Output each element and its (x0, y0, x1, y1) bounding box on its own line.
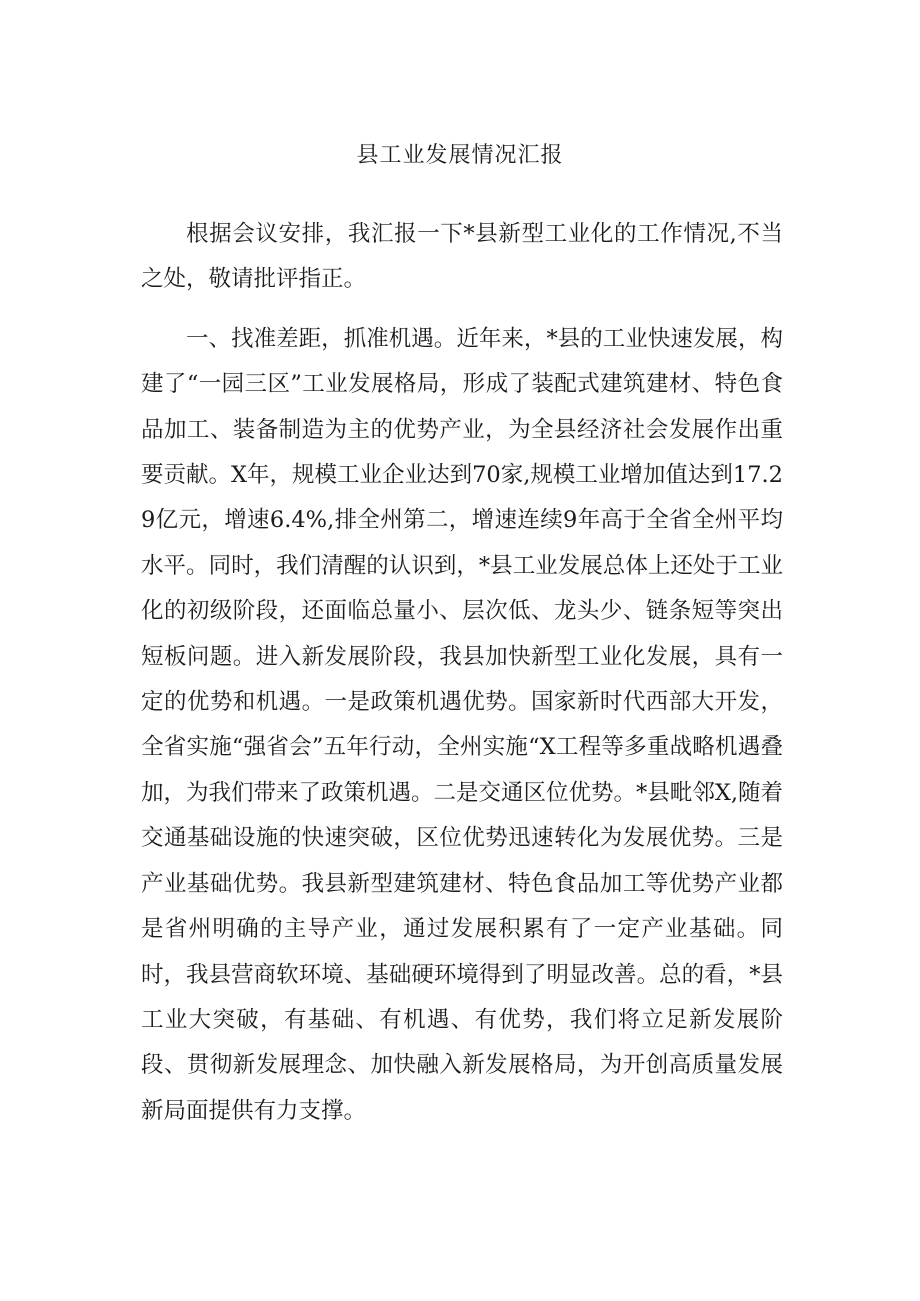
paragraph-intro: 根据会议安排，我汇报一下*县新型工业化的工作情况,不当之处，敬请批评指正。 (141, 221, 783, 293)
paragraph-section-one: 一、找准差距，抓准机遇。近年来，*县的工业快速发展，构建了“一园三区”工业发展格局，形成了装配式建筑建材、特色食品加工、装备制造为主的优势产业，为全县经济社会发展作出重要贡献。X年，规模工业企业达到70家,规模工业增加值达到17.29亿元，增速6.4%,排全州第二，增速连续9年高于全省全州平均水平。同时，我们清醒的认识到，*县工业发展总体上还处于工业化的初级阶段，还面临总量小、层次低、龙头少、链条短等突出短板问题。进入新发展阶段，我县加快新型工业化发展，具有一定的优势和机遇。一是政策机遇优势。国家新时代西部大开发，全省实施“强省会”五年行动，全州实施“X工程等多重战略机遇叠加，为我们带来了政策机遇。二是交通区位优势。*县毗邻X,随着交通基础设施的快速突破，区位优势迅速转化为发展优势。三是产业基础优势。我县新型建筑建材、特色食品加工等优势产业都是省州明确的主导产业，通过发展积累有了一定产业基础。同时，我县营商软环境、基础硬环境得到了明显改善。总的看，*县工业大突破，有基础、有机遇、有优势，我们将立足新发展阶段、贯彻新发展理念、加快融入新发展格局，为开创高质量发展新局面提供有力支撑。 (141, 325, 783, 1124)
document-body (141, 212, 783, 1148)
document-title: 县工业发展情况汇报 (356, 143, 564, 168)
